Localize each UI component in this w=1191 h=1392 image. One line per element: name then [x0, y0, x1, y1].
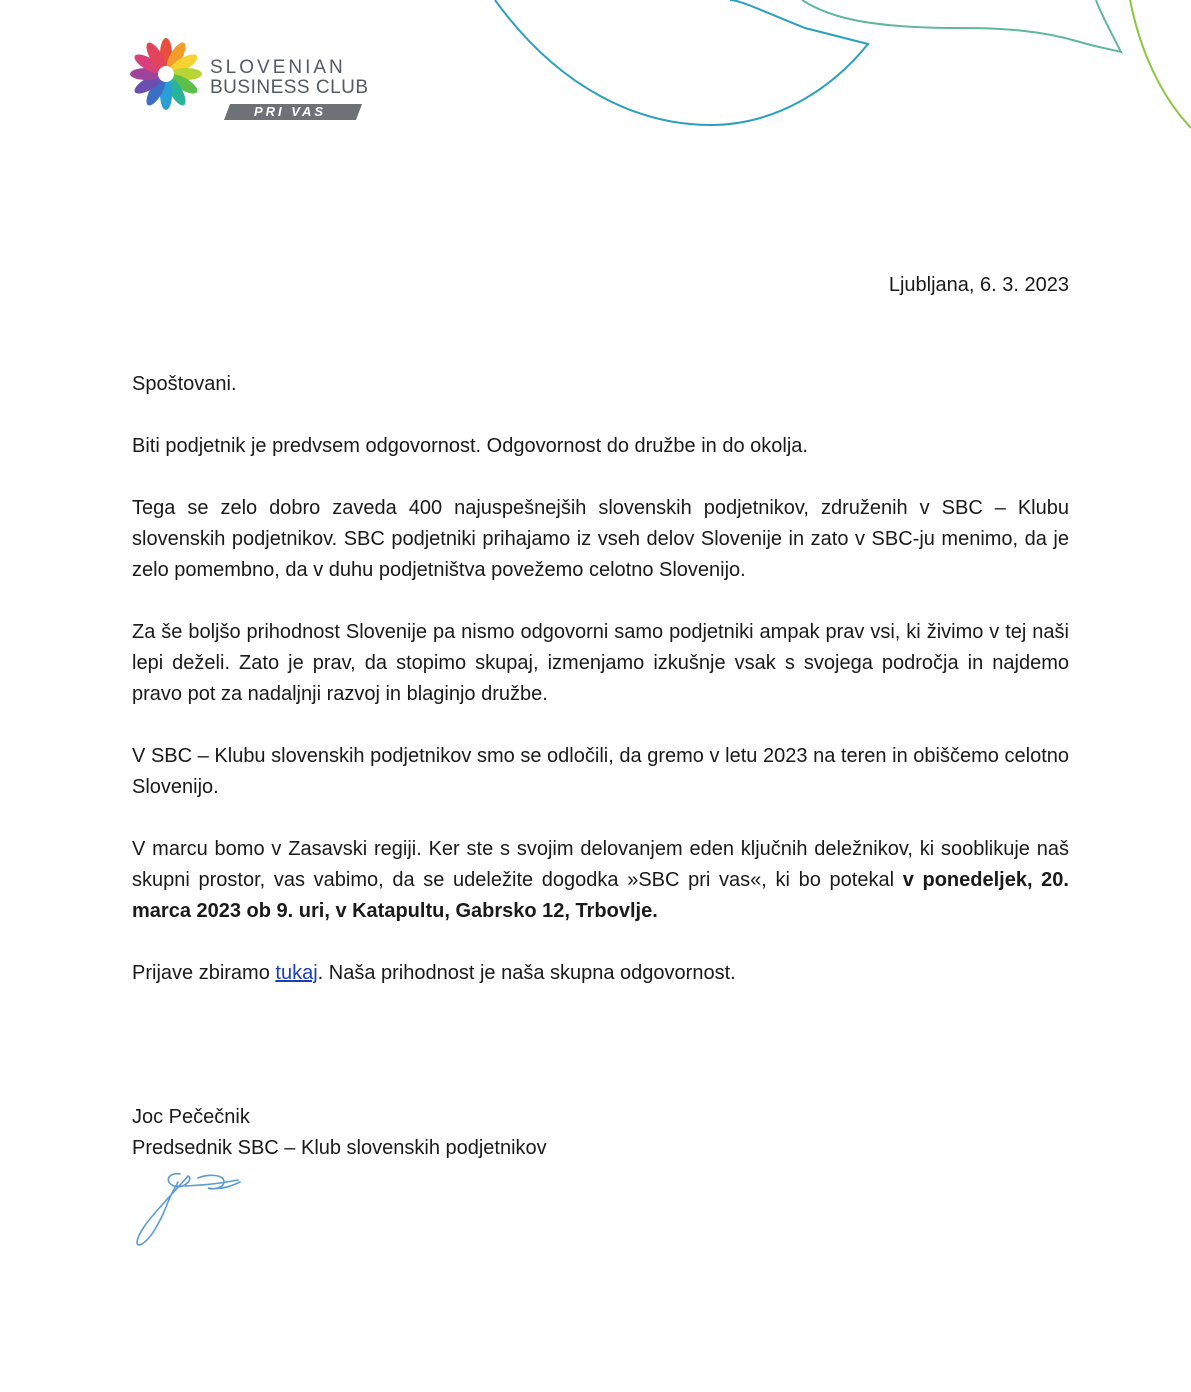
paragraph-1: Biti podjetnik je predvsem odgovornost. Odgovornost do družbe in do okolja. [132, 435, 808, 457]
paragraph-6-before: Prijave zbiramo [132, 962, 276, 984]
logo-line-1: SLOVENIAN [210, 57, 346, 78]
paragraph-3: Za še boljšo prihodnost Slovenije pa nismo odgovorni samo podjetniki ampak prav vsi, ki živimo v tej naši lepi deželi. Zato je prav, da stopimo skupaj, izmenjamo izkušnje vsak s svojega področja in najdemo pravo pot za nadaljnji razvoj in blaginjo družbe. [132, 621, 1069, 705]
logo-badge-text: PRI VAS [253, 104, 327, 119]
company-logo [128, 36, 388, 126]
greeting: Spoštovani. [132, 373, 237, 395]
signer-name: Joc Pečečnik [132, 1106, 250, 1128]
paragraph-2: Tega se zelo dobro zaveda 400 najuspešnejših slovenskih podjetnikov, združenih v SBC – Klubu slovenskih podjetnikov. SBC podjetniki prihajamo iz vseh delov Slovenije in zato v SBC-ju menimo, da je zelo pomembno, da v duhu podjetništva povežemo celotno Slovenijo. [132, 497, 1069, 581]
registration-link[interactable]: tukaj [275, 962, 318, 984]
logo-wordmark [210, 58, 369, 98]
signature-block [132, 1102, 547, 1164]
event-details: v ponedeljek, 20. marca 2023 ob 9. uri, v Katapultu, Gabrsko 12, Trbovlje. [132, 869, 1069, 922]
flower-logo-icon [128, 36, 204, 112]
letter-date: Ljubljana, 6. 3. 2023 [888, 274, 1069, 296]
paragraph-5-text: V marcu bomo v Zasavski regiji. Ker ste s svojim delovanjem eden ključnih deležnikov, ki sooblikuje naš skupni prostor, vas vabimo, da se udeležite dogodka »SBC pri vas«, ki bo potekal [132, 838, 1069, 891]
paragraph-4: V SBC – Klubu slovenskih podjetnikov smo se odločili, da gremo v letu 2023 na teren in obiščemo celotno Slovenijo. [132, 745, 1069, 798]
logo-line-2: BUSINESS CLUB [210, 77, 369, 98]
letter-body [132, 369, 1069, 1020]
signer-title: Predsednik SBC – Klub slovenskih podjetnikov [132, 1137, 547, 1159]
paragraph-5 [132, 834, 1069, 927]
handwritten-signature [128, 1168, 258, 1252]
paragraph-6 [132, 958, 1069, 989]
paragraph-6-after: . Naša prihodnost je naša skupna odgovornost. [317, 962, 736, 984]
